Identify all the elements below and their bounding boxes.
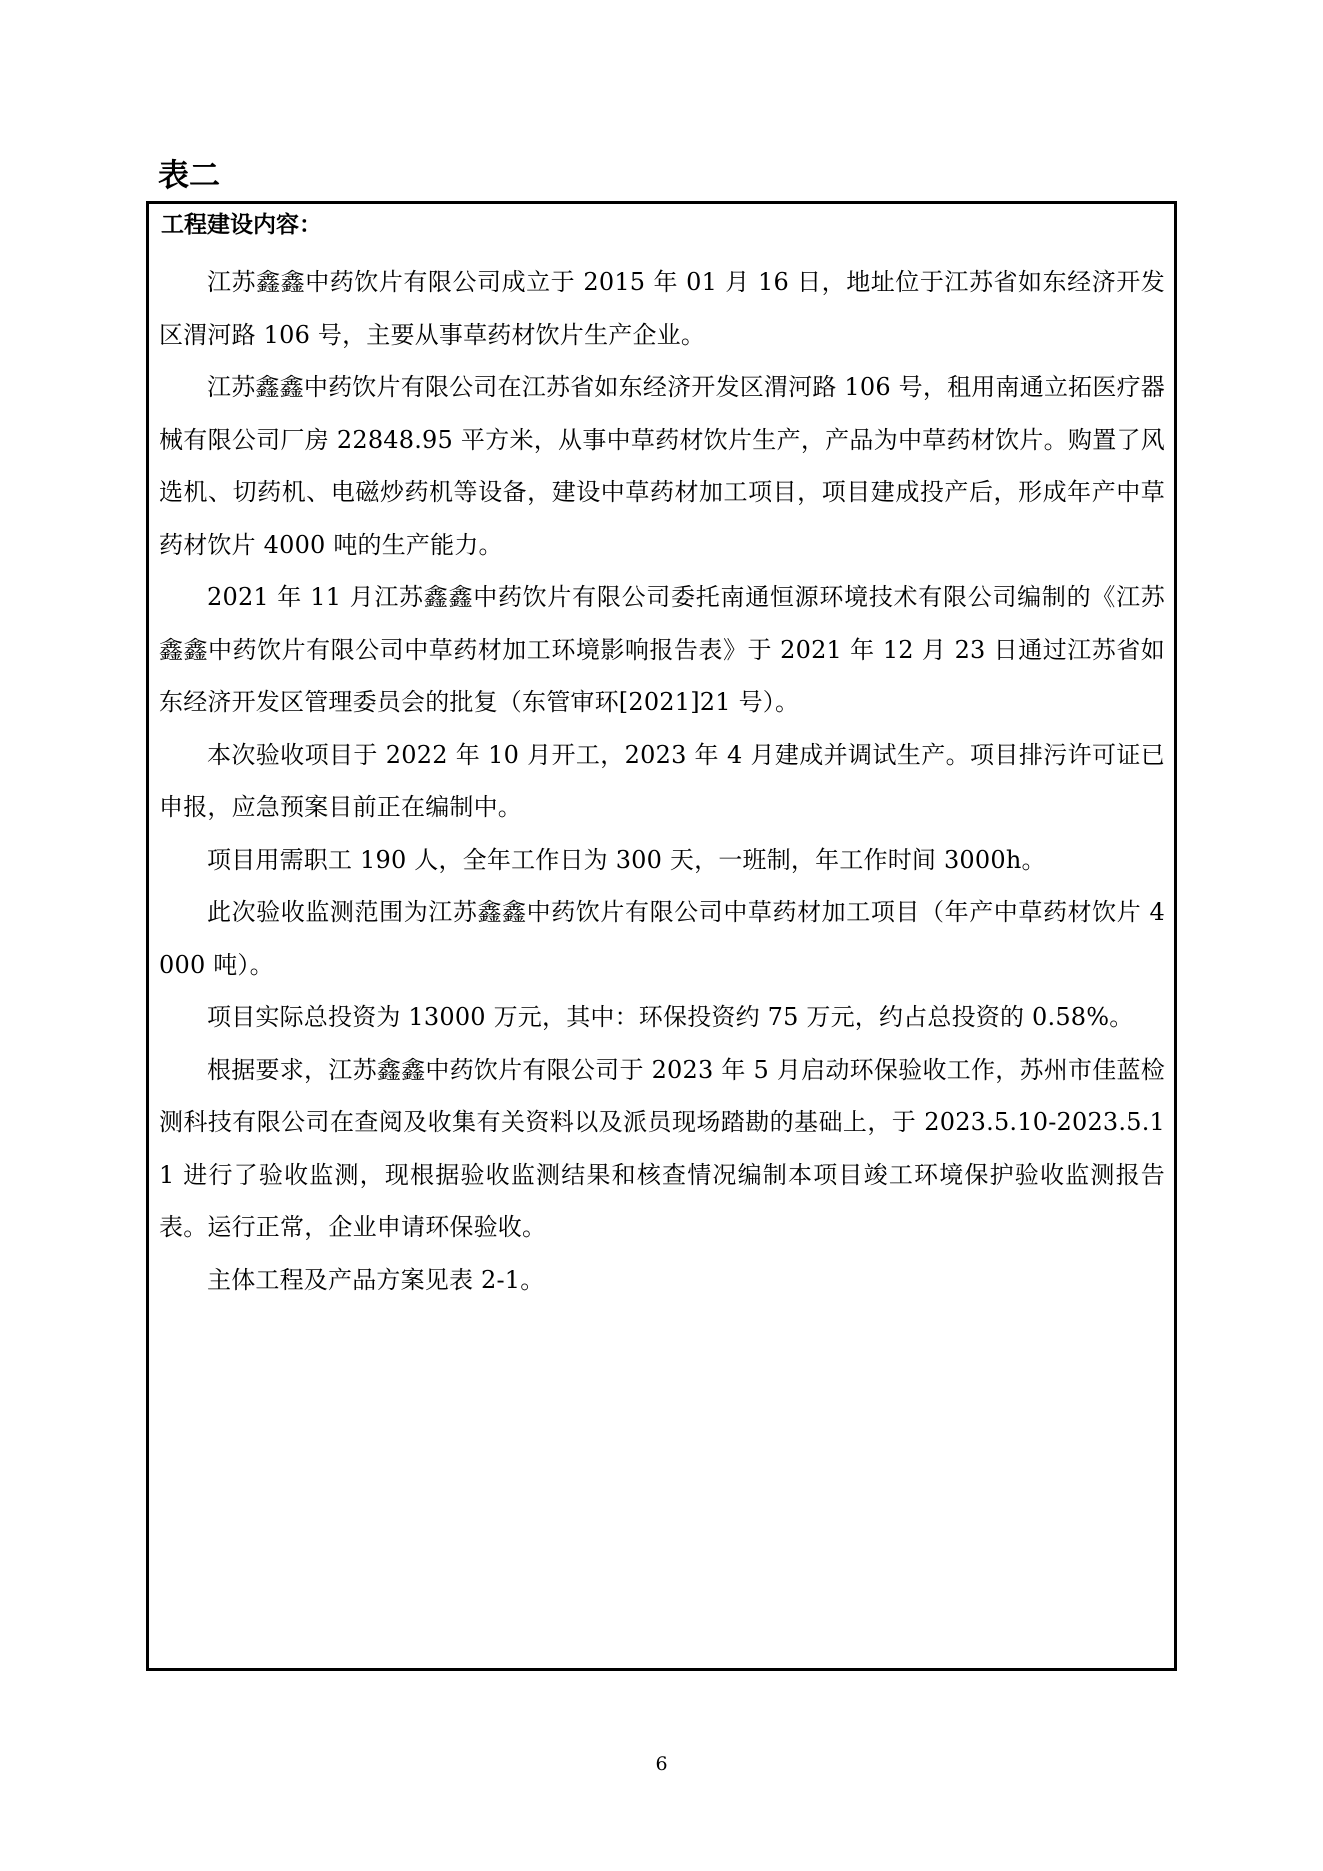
body-text <box>159 256 1165 1306</box>
paragraph-investment: 项目实际总投资为 13000 万元，其中：环保投资约 75 万元，约占总投资的 0.58%。 <box>207 1003 1134 1031</box>
paragraph-acceptance-process: 根据要求，江苏鑫鑫中药饮片有限公司于 2023 年 5 月启动环保验收工作，苏州市佳蓝检测科技有限公司在查阅及收集有关资料以及派员现场踏勘的基础上，于 2023.5.10-2023.5.11 进行了验收监测，现根据验收监测结果和核查情况编制本项目竣工环境保护验收监测报告表。运行正常，企业申请环保验收。 <box>159 1055 1165 1241</box>
paragraph-monitoring-scope: 此次验收监测范围为江苏鑫鑫中药饮片有限公司中草药材加工项目（年产中草药材饮片 4000 吨）。 <box>159 898 1165 979</box>
section-heading: 工程建设内容： <box>161 212 322 238</box>
paragraph-staffing: 项目用需职工 190 人，全年工作日为 300 天，一班制，年工作时间 3000h。 <box>207 845 1046 874</box>
paragraph-table-reference: 主体工程及产品方案见表 2-1。 <box>207 1265 545 1294</box>
paragraph-eia-approval: 2021 年 11 月江苏鑫鑫中药饮片有限公司委托南通恒源环境技术有限公司编制的《江苏鑫鑫中药饮片有限公司中草药材加工环境影响报告表》于 2021 年 12 月 23 日通过江苏省如东经济开发区管理委员会的批复（东管审环[2021]21 号）。 <box>159 583 1165 716</box>
paragraph-company-intro: 江苏鑫鑫中药饮片有限公司成立于 2015 年 01 月 16 日，地址位于江苏省如东经济开发区渭河路 106 号，主要从事草药材饮片生产企业。 <box>159 268 1165 349</box>
table-label: 表二 <box>158 158 220 194</box>
page-number: 6 <box>655 1753 668 1775</box>
paragraph-construction-timeline: 本次验收项目于 2022 年 10 月开工，2023 年 4 月建成并调试生产。项目排污许可证已申报，应急预案目前正在编制中。 <box>159 740 1165 821</box>
paragraph-project-overview: 江苏鑫鑫中药饮片有限公司在江苏省如东经济开发区渭河路 106 号，租用南通立拓医疗器械有限公司厂房 22848.95 平方米，从事中草药材饮片生产，产品为中草药材饮片。购置了风选机、切药机、电磁炒药机等设备，建设中草药材加工项目，项目建成投产后，形成年产中草药材饮片 4000 吨的生产能力。 <box>159 373 1165 559</box>
content-box <box>146 201 1177 1671</box>
